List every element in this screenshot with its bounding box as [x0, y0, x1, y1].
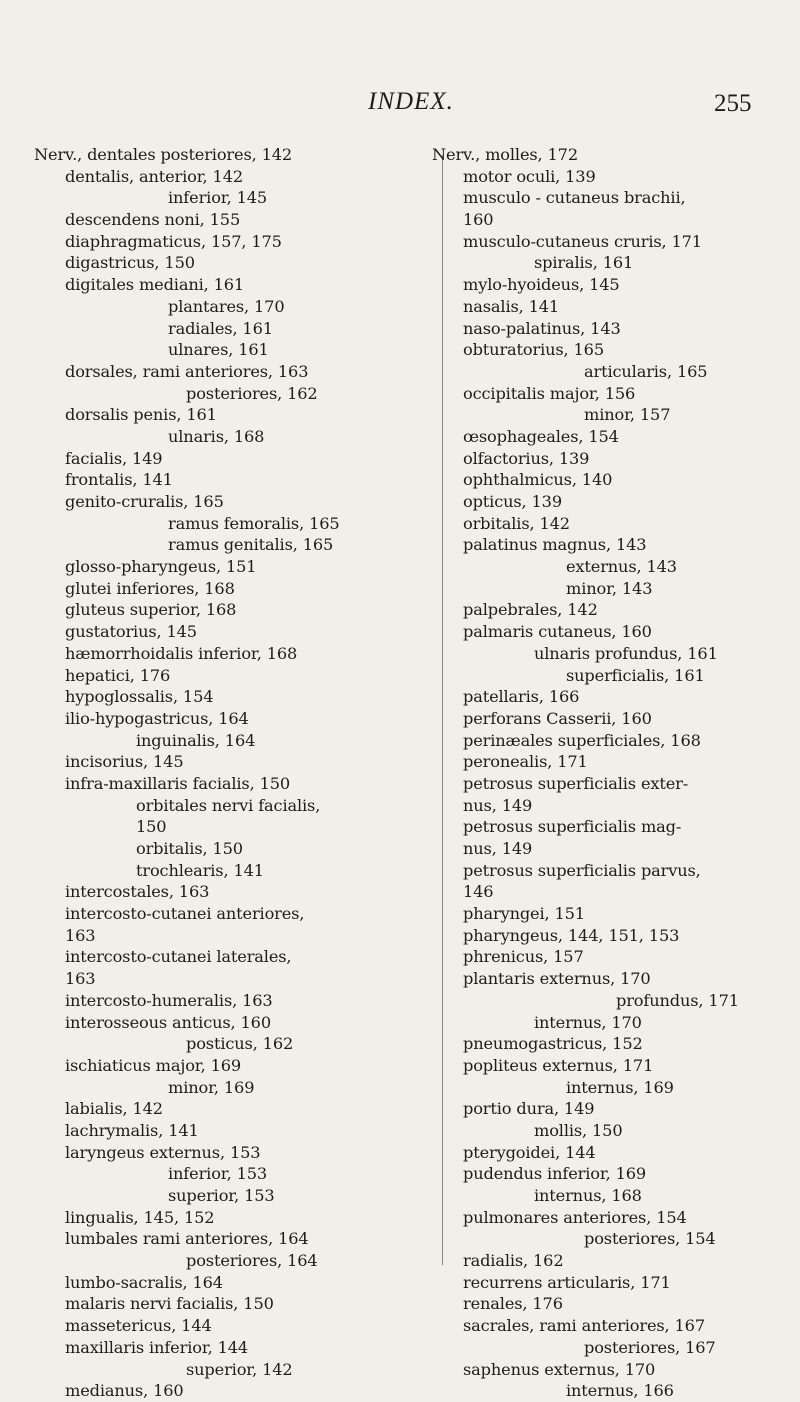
index-entry: palatinus magnus, 143	[463, 535, 647, 555]
index-entry: spiralis, 161	[534, 253, 634, 273]
index-entry: recurrens articularis, 171	[463, 1272, 671, 1292]
index-entry: inferior, 145	[168, 188, 268, 208]
index-entry: 163	[65, 969, 96, 989]
index-entry: posteriores, 164	[186, 1251, 318, 1271]
index-entry: Nerv., dentales posteriores, 142	[34, 145, 293, 164]
index-entry: pharyngei, 151	[463, 904, 585, 924]
index-entry: gluteus superior, 168	[65, 600, 237, 620]
index-entry: intercosto-cutanei laterales,	[65, 947, 292, 967]
index-entry: intercostales, 163	[65, 882, 210, 902]
index-entry: ulnaris profundus, 161	[534, 643, 718, 663]
index-entry: minor, 157	[584, 405, 671, 425]
index-entry: pneumogastricus, 152	[463, 1034, 643, 1054]
index-entry: ophthalmicus, 140	[463, 470, 613, 490]
index-entry: intercosto-humeralis, 163	[65, 990, 273, 1010]
index-entry: frontalis, 141	[65, 470, 173, 490]
index-entry: ulnares, 161	[168, 340, 269, 360]
index-entry: facialis, 149	[65, 448, 163, 468]
index-entry: diaphragmaticus, 157, 175	[65, 231, 282, 251]
index-entry: petrosus superficialis exter-	[463, 773, 689, 793]
index-entry: hæmorrhoidalis inferior, 168	[65, 643, 298, 663]
index-entry: perforans Casserii, 160	[463, 708, 652, 728]
index-entry: popliteus externus, 171	[463, 1055, 654, 1075]
index-entry: superior, 153	[168, 1186, 275, 1205]
index-column-left	[34, 144, 444, 1402]
index-entry: internus, 169	[566, 1077, 674, 1097]
index-entry: minor, 143	[566, 578, 653, 598]
index-entry: labialis, 142	[65, 1099, 163, 1119]
index-entry: internus, 166	[566, 1381, 674, 1401]
index-entry: plantares, 170	[168, 296, 285, 316]
index-entry: ulnaris, 168	[168, 426, 265, 446]
index-entry: obturatorius, 165	[463, 340, 604, 360]
index-entry: posteriores, 167	[584, 1337, 716, 1357]
index-entry: sacrales, rami anteriores, 167	[463, 1316, 705, 1336]
index-entry: pulmonares anteriores, 154	[463, 1207, 687, 1227]
index-entry: peronealis, 171	[463, 752, 588, 772]
index-entry: digastricus, 150	[65, 253, 195, 273]
index-entry: laryngeus externus, 153	[65, 1142, 261, 1162]
index-entry: digitales mediani, 161	[65, 275, 245, 295]
index-entry: radiales, 161	[168, 318, 273, 338]
index-entry: mollis, 150	[534, 1120, 623, 1140]
index-entry: maxillaris inferior, 144	[65, 1337, 249, 1357]
index-entry: lumbales rami anteriores, 164	[65, 1229, 309, 1249]
index-entry: nus, 149	[463, 795, 533, 815]
index-entry: malaris nervi facialis, 150	[65, 1294, 274, 1314]
index-entry: posticus, 162	[186, 1034, 294, 1054]
index-entry: perinæales superficiales, 168	[463, 730, 701, 750]
index-entry: profundus, 171	[616, 990, 739, 1010]
index-entry: 146	[463, 882, 494, 902]
index-entry: orbitalis, 142	[463, 513, 570, 533]
index-entry: gustatorius, 145	[65, 622, 197, 642]
index-entry: inferior, 153	[168, 1164, 268, 1184]
index-entry: posteriores, 162	[186, 383, 318, 403]
index-entry: superior, 142	[186, 1359, 293, 1379]
index-entry: dorsalis penis, 161	[65, 405, 217, 425]
index-entry: incisorius, 145	[65, 752, 184, 772]
index-entry: petrosus superficialis mag-	[463, 817, 682, 837]
index-entry: massetericus, 144	[65, 1316, 212, 1336]
index-entry: nus, 149	[463, 839, 533, 858]
index-entry: glosso-pharyngeus, 151	[65, 557, 257, 577]
index-entry: orbitalis, 150	[136, 839, 243, 858]
index-entry: 163	[65, 925, 96, 945]
index-entry: externus, 143	[566, 557, 677, 577]
page-title: INDEX.	[368, 88, 454, 115]
index-entry: orbitales nervi facialis,	[136, 795, 321, 815]
index-entry: infra-maxillaris facialis, 150	[65, 773, 291, 793]
page-number: 255	[714, 90, 752, 117]
index-entry: phrenicus, 157	[463, 947, 584, 967]
index-entry: patellaris, 166	[463, 687, 580, 707]
index-entry: œsophageales, 154	[463, 426, 619, 446]
index-column-right	[432, 144, 792, 1402]
index-entry: glutei inferiores, 168	[65, 578, 235, 598]
page-header	[0, 88, 800, 128]
index-entry: plantaris externus, 170	[463, 969, 651, 989]
index-entry: Nerv., molles, 172	[432, 145, 578, 164]
index-entry: posteriores, 154	[584, 1229, 716, 1249]
index-entry: portio dura, 149	[463, 1099, 595, 1119]
index-entry: saphenus externus, 170	[463, 1359, 656, 1379]
index-entry: ilio-hypogastricus, 164	[65, 708, 249, 728]
index-entry: 150	[136, 817, 167, 837]
index-entry: palmaris cutaneus, 160	[463, 622, 652, 642]
index-entry: nasalis, 141	[463, 296, 560, 316]
index-entry: internus, 168	[534, 1186, 642, 1205]
index-entry: opticus, 139	[463, 492, 562, 511]
index-entry: descendens noni, 155	[65, 210, 241, 230]
index-entry: lachrymalis, 141	[65, 1120, 199, 1140]
index-entry: occipitalis major, 156	[463, 383, 636, 403]
index-entry: pterygoidei, 144	[463, 1142, 596, 1162]
index-entry: mylo-hyoideus, 145	[463, 275, 620, 295]
index-entry: ischiaticus major, 169	[65, 1055, 242, 1075]
index-entry: pudendus inferior, 169	[463, 1164, 647, 1184]
index-entry: hepatici, 176	[65, 665, 171, 685]
index-entry: renales, 176	[463, 1294, 563, 1314]
index-entry: musculo - cutaneus brachii,	[463, 188, 686, 208]
index-entry: motor oculi, 139	[463, 166, 596, 186]
index-entry: internus, 170	[534, 1012, 642, 1032]
index-entry: intercosto-cutanei anteriores,	[65, 904, 305, 924]
index-entry: naso-palatinus, 143	[463, 318, 621, 338]
index-entry: musculo-cutaneus cruris, 171	[463, 231, 702, 251]
index-entry: lingualis, 145, 152	[65, 1207, 215, 1227]
index-entry: articularis, 165	[584, 361, 708, 381]
index-entry: olfactorius, 139	[463, 448, 590, 468]
index-entry: radialis, 162	[463, 1251, 564, 1271]
index-entry: palpebrales, 142	[463, 600, 598, 620]
index-entry: ramus femoralis, 165	[168, 513, 340, 533]
index-entry: trochlearis, 141	[136, 860, 264, 880]
index-entry: hypoglossalis, 154	[65, 687, 214, 707]
index-entry: genito-cruralis, 165	[65, 492, 224, 511]
index-entry: interosseous anticus, 160	[65, 1012, 271, 1032]
index-entry: 160	[463, 210, 494, 230]
index-entry: inguinalis, 164	[136, 730, 256, 750]
index-entry: ramus genitalis, 165	[168, 535, 334, 555]
index-entry: medianus, 160	[65, 1381, 184, 1401]
index-entry: minor, 169	[168, 1077, 255, 1097]
index-entry: pharyngeus, 144, 151, 153	[463, 925, 680, 945]
index-entry: superficialis, 161	[566, 665, 705, 685]
index-entry: dentalis, anterior, 142	[65, 166, 243, 186]
index-entry: petrosus superficialis parvus,	[463, 860, 701, 880]
index-entry: dorsales, rami anteriores, 163	[65, 361, 309, 381]
index-entry: lumbo-sacralis, 164	[65, 1272, 223, 1292]
